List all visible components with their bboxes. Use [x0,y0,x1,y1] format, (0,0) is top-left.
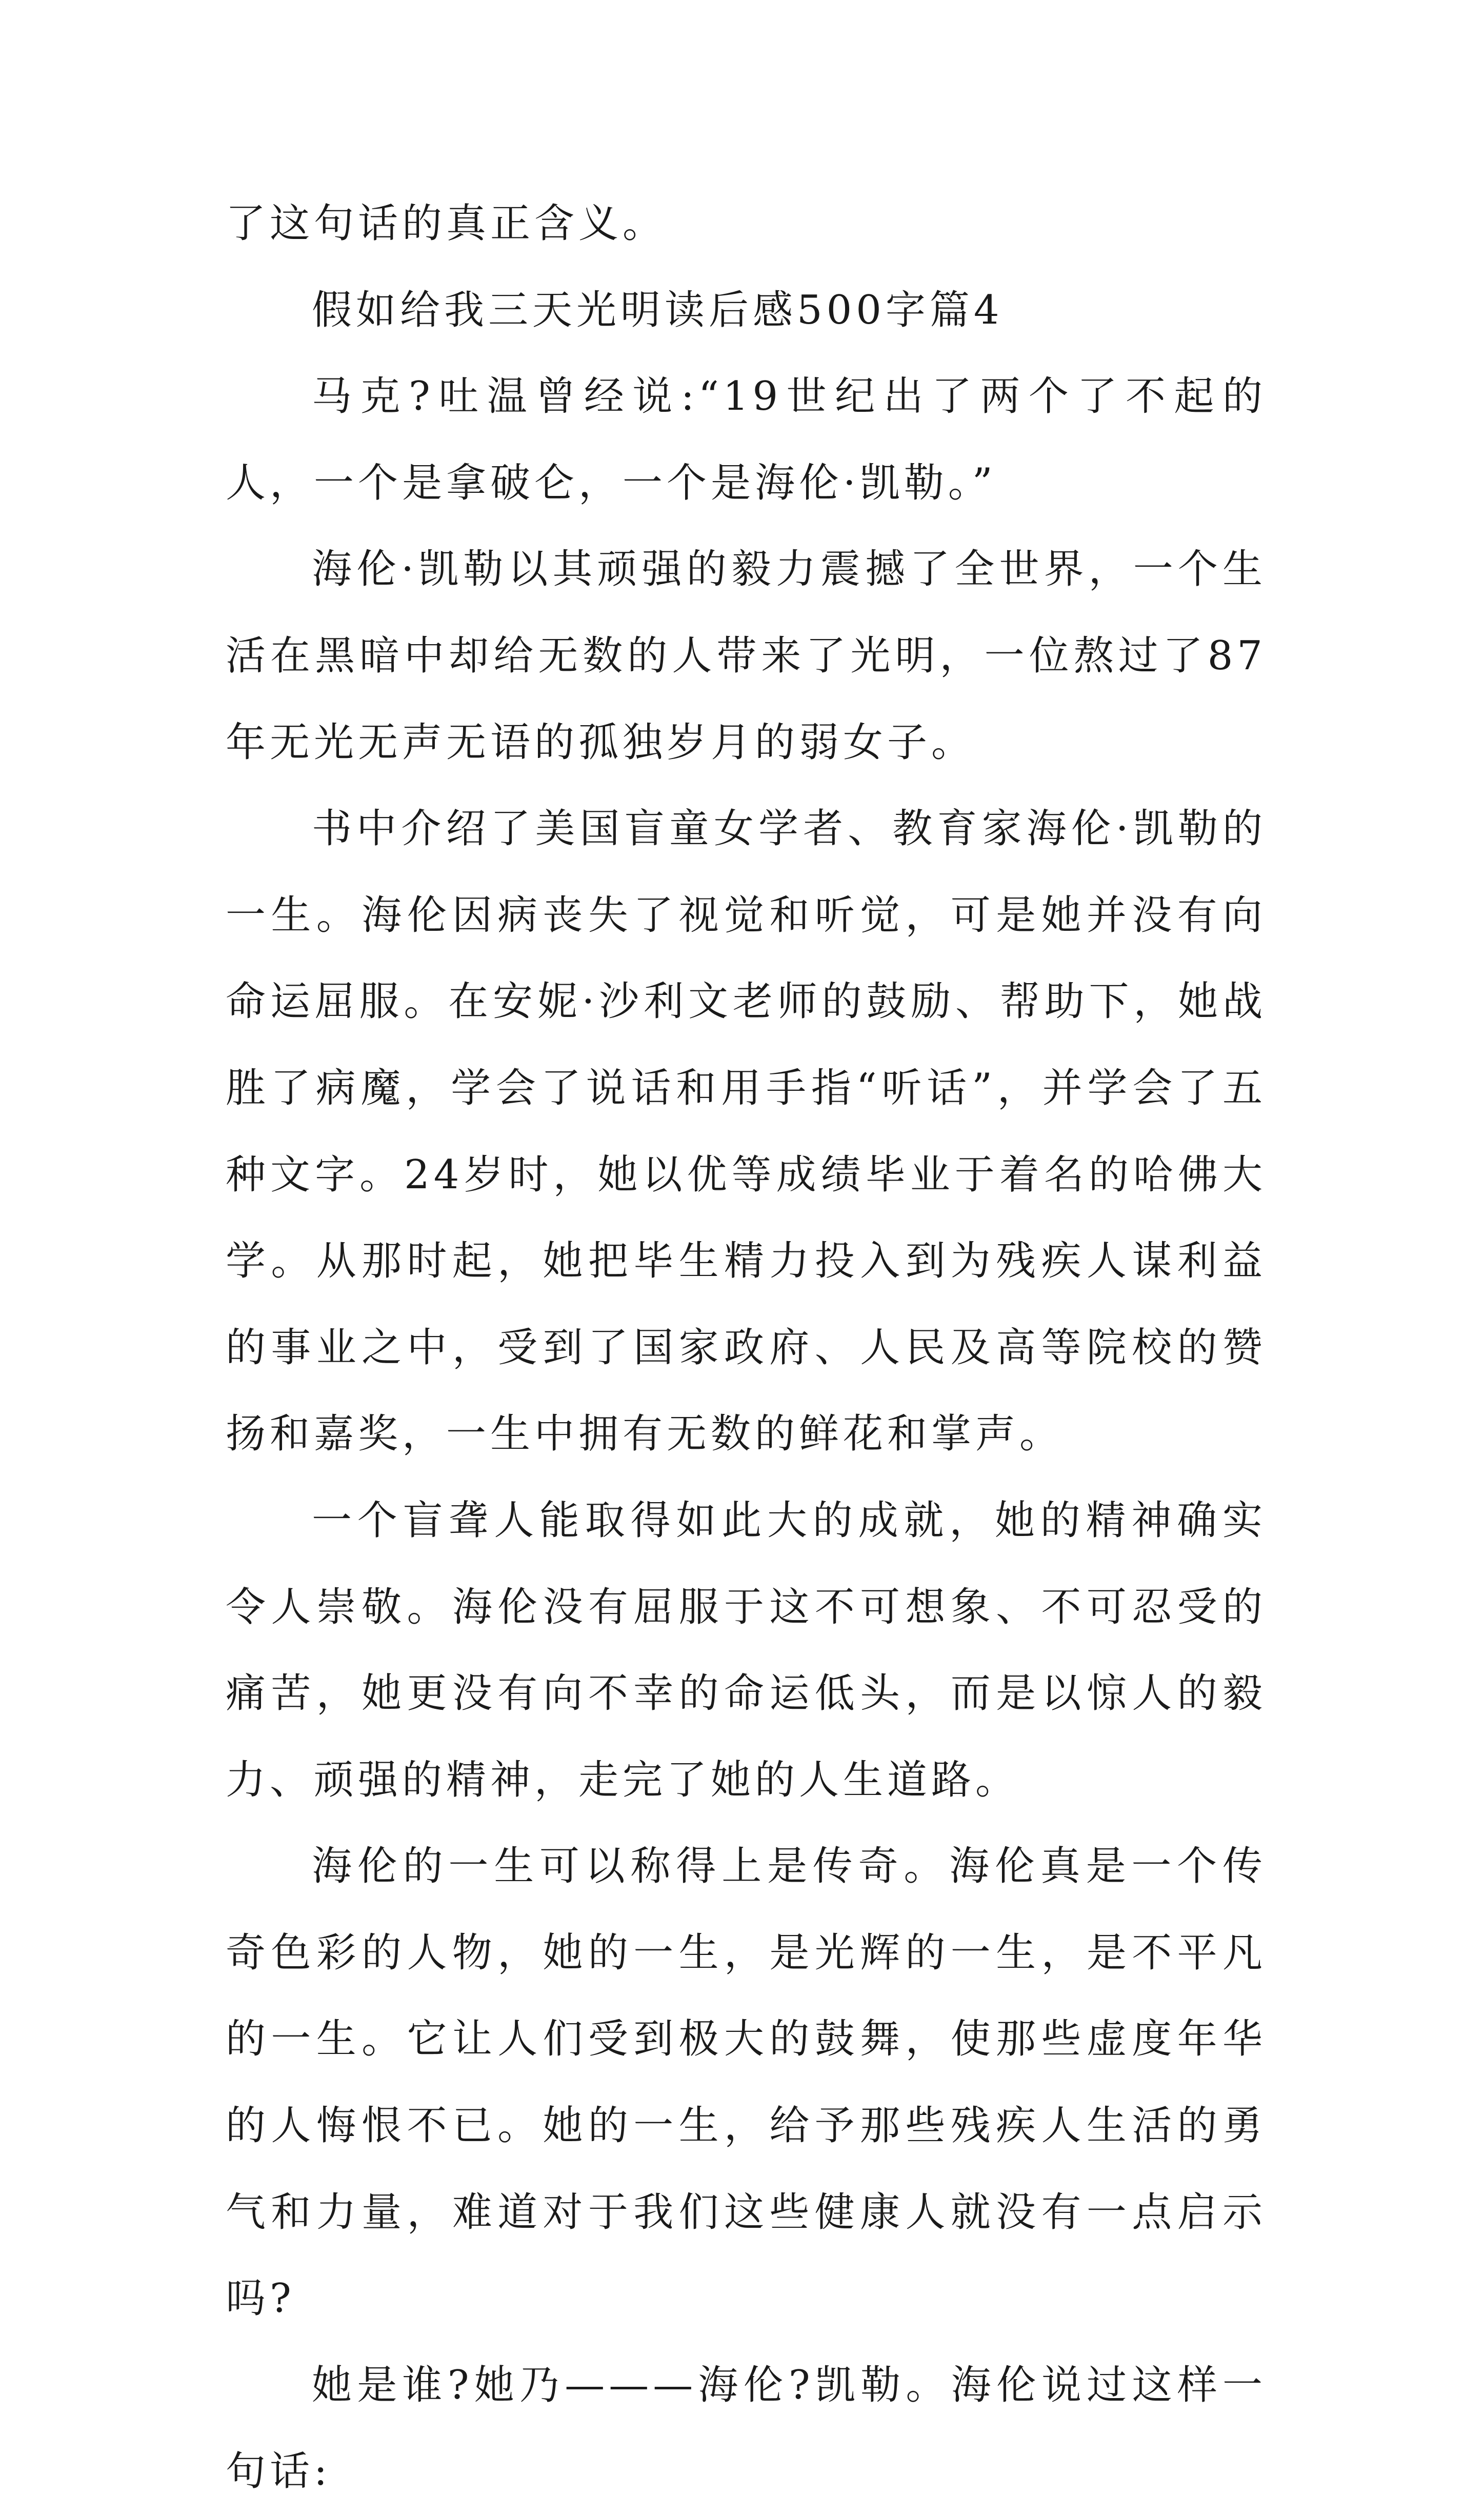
section-heading: 假如给我三天光明读后感500字篇4 [312,287,1004,333]
paragraph-continuation: 了这句话的真正含义。 [226,201,667,247]
paragraph: 书中介绍了美国盲童女学者、教育家海伦·凯勒的一生。海伦因病丧失了视觉和听觉，可是她并没有向命运屈服。在安妮·沙利文老师的鼓励、帮助下，她战胜了病魔，学会了说话和用手指“听话”，并学会了五种文字。24岁时，她以优等成绩毕业于着名的哈佛大学。从那时起，她把毕生精力投入到为残疾人谋利益的事业之中，受到了国家政府、人民及高等院校的赞扬和嘉奖，一生中拥有无数的鲜花和掌声。 [226,806,1267,1458]
paragraph-quote: 马克?吐温曾经说:“19世纪出了两个了不起的人，一个是拿破仑，一个是海伦·凯勒。” [226,373,1267,506]
paragraph: 一个盲聋人能取得如此大的成就，她的精神确实令人崇敬。海伦没有屈服于这不可想象、不可忍受的痛苦，她更没有向不幸的命运低头，而是以惊人的毅力、顽强的精神，走完了她的人生道路。 [226,1497,1267,1803]
paragraph: 海伦·凯勒以其顽强的毅力震撼了全世界，一个生活在黑暗中却给无数的人带来了光明，一位熬过了87年无光无声无语的孤独岁月的弱女子。 [226,546,1267,766]
paragraph: 她是谁?她乃———海伦?凯勒。海伦说过这样一句话: [226,2362,1267,2495]
body-text [226,181,1267,2515]
paragraph: 海伦的一生可以称得上是传奇。海伦真是一个传奇色彩的人物，她的一生，是光辉的一生，是不平凡的一生。它让人们受到极大的鼓舞，使那些虚度年华的人悔恨不已。她的一生，给予那些残疾人生活的勇气和力量，难道对于我们这些健康人就没有一点启示吗? [226,1843,1267,2322]
